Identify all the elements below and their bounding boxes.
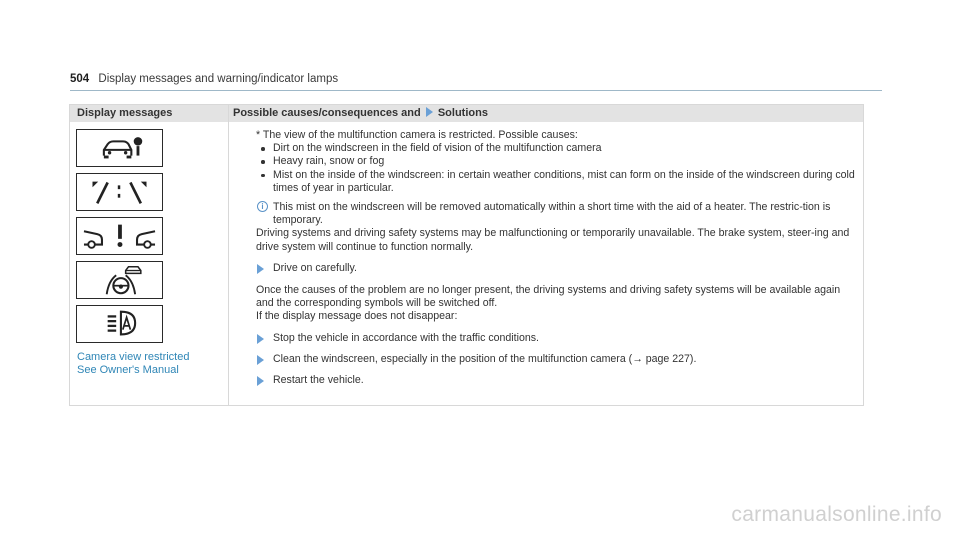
step-item [256,262,856,275]
col-header-display-messages: Display messages [77,107,173,119]
step-arrow-icon [257,264,264,274]
display-message-line2: See Owner's Manual [77,364,179,376]
intro-text: * The view of the multifunction camera is restricted. Possible causes: [256,129,578,141]
col-header-solutions: Solutions [437,107,488,119]
col-header-causes [233,105,488,122]
step-arrow-icon [257,334,264,344]
display-message [77,351,189,377]
display-message-line1: Camera view restricted [77,351,190,363]
once-text: Once the causes of the problem are no longer present, the driving systems and driving safety systems will be available again and the corresponding symbols will be switched off. [256,284,841,310]
step-arrow-icon [257,355,264,365]
car-warning-icon [76,217,163,255]
solution-arrow-icon [426,107,433,117]
bullet-item: Heavy rain, snow or fog [256,155,856,168]
bullet-item: Dirt on the windscreen in the field of vision of the multifunction camera [256,142,856,155]
step-text: Clean the windscreen, especially in the position of the multifunction camera (→ page 227). [273,352,697,365]
page-title: Display messages and warning/indicator lamps [98,73,339,85]
column-divider [228,105,229,405]
step-text: Restart the vehicle. [273,374,364,387]
table-header [70,105,863,122]
page-number: 504 [70,73,90,85]
message-table [69,104,864,406]
note-text: This mist on the windscreen will be removed automatically within a short time with the aid of a heater. The restric-tion is temporary. [273,201,831,227]
watermark: carmanualsonline.info [731,503,942,526]
if-not-text: If the display message does not disappear: [256,310,458,323]
camera-car-icon [76,129,163,167]
auto-headlamp-icon [76,305,163,343]
steering-assist-icon [76,261,163,299]
bullet-item: Mist on the inside of the windscreen: in certain weather conditions, mist can form on the inside of the windscreen during cold times of year in particular. [256,169,856,195]
malfunction-text: Driving systems and driving safety systems may be malfunctioning or temporarily unavailable. The brake system, steer-ing and drive system will continue to function normally. [256,227,850,253]
step-arrow-icon [257,376,264,386]
step-text: Stop the vehicle in accordance with the traffic conditions. [273,331,539,344]
step-item [256,353,856,366]
step-text: Drive on carefully. [273,261,357,274]
info-icon: i [257,201,268,212]
col-header-causes-text: Possible causes/consequences and [233,107,421,119]
note-block [256,201,856,227]
lane-lines-icon [76,173,163,211]
step-item [256,374,856,387]
page-header [70,72,882,91]
causes-content [256,129,856,387]
symbol-column [76,129,164,349]
step-item [256,332,856,345]
